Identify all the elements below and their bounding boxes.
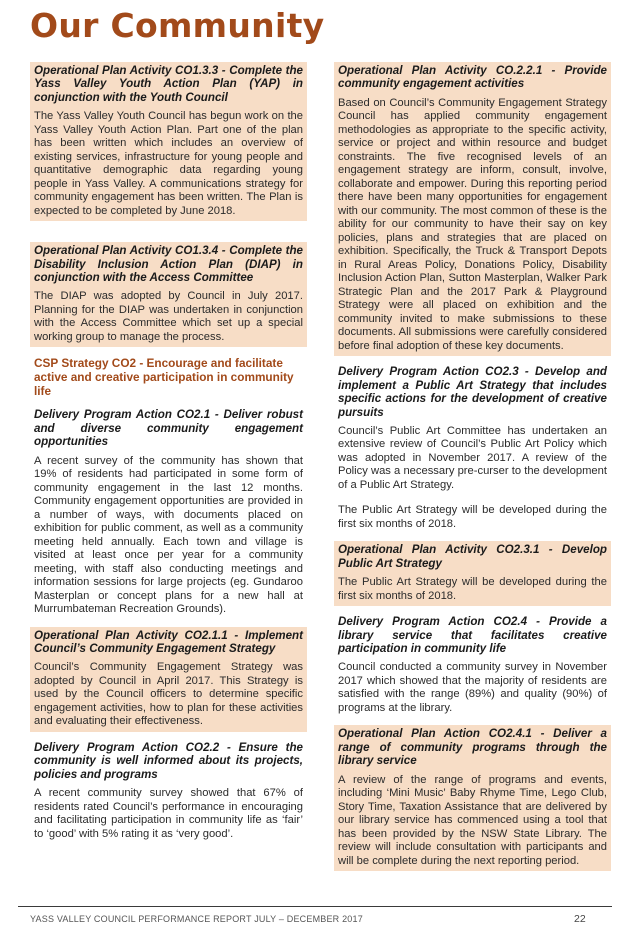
section-paragraph: The Yass Valley Youth Council has begun work on the Yass Valley Youth Action Plan. Part one of the plan has been written which includes an overview of existing services, infrastructure for young people and quantitative demographic data regarding young people in Yass Valley. A communications strategy for community engagement has been written. The Plan is expected to be completed by June 2018. xyxy=(34,110,303,217)
op-activity-co1-3-3 xyxy=(30,62,307,221)
op-activity-co1-3-4 xyxy=(30,242,307,347)
page-title: Our Community xyxy=(30,6,325,45)
op-activity-co2-1-1 xyxy=(30,627,307,732)
footer-report-title: YASS VALLEY COUNCIL PERFORMANCE REPORT JULY – DECEMBER 2017 xyxy=(30,914,363,924)
delivery-action-co2-4 xyxy=(334,613,611,718)
op-activity-co2-2-1 xyxy=(334,62,611,356)
section-paragraph: Based on Council’s Community Engagement Strategy Council has applied community engagement methodologies as appropriate to the specific activity, service or project and within resource and budget constraints. The five recognised levels of an engagement strategy are inform, consult, involve, collaborate and empower. During this reporting period there have been many opportunities for engagement with our community. The most common of these is the ability for our community to have their say on key policies, plans and strategies that are placed on exhibition. Specifically, the Truck & Transport Depots in Rural Areas Policy, Donations Policy, Disability Inclusion Action Plan, Sutton Masterplan, Walker Park Strategic Plan and the 2017 Park & Playground Strategy were all placed on exhibition and the community invited to make submissions to these documents. All submissions were carefully considered before final adoption of these key documents. xyxy=(338,96,607,352)
section-heading: Operational Plan Activity CO1.3.3 - Complete the Yass Valley Youth Action Plan (YAP) in conjunction with the Youth Council xyxy=(34,64,303,104)
op-action-co2-4-1 xyxy=(334,725,611,871)
page-number: 22 xyxy=(574,913,586,925)
left-column xyxy=(30,62,307,851)
section-paragraph: Council conducted a community survey in November 2017 which showed that the majority of residents are satisfied with the range (89%) and quality (90%) of programs at the library. xyxy=(338,661,607,714)
delivery-action-co2-2 xyxy=(30,739,307,844)
section-heading: Delivery Program Action CO2.4 - Provide a library service that facilitates creative participation in community life xyxy=(338,615,607,656)
section-paragraph: The Public Art Strategy will be developed during the first six months of 2018. xyxy=(338,576,607,602)
csp-strategy-heading: CSP Strategy CO2 - Encourage and facilitate active and creative participation in community life xyxy=(34,356,294,399)
section-paragraph: Council’s Community Engagement Strategy was adopted by Council in April 2017. This Strategy is used by the Council officers to determine specific engagement activities, how to plan for these activities and evaluating their effectiveness. xyxy=(34,661,303,728)
section-paragraph: Council’s Public Art Committee has undertaken an extensive review of Council’s Public Art Policy which was adopted in November 2017. A review of the Policy was a necessary pre-curser to the development of a Public Art Strategy. xyxy=(338,424,607,491)
section-paragraph: A review of the range of programs and events, including ‘Mini Music’ Baby Rhyme Time, Lego Club, Story Time, Taxation Assistance that are delivered by our library service has commenced using a tool that has been provided by the NSW State Library. The review will include consultation with participants and will be complete during the next reporting period. xyxy=(338,773,607,867)
op-activity-co2-3-1 xyxy=(334,541,611,606)
section-paragraph: A recent community survey showed that 67% of residents rated Council’s performance in encouraging and facilitating participation in community life as ‘fair’ to ‘good’ with 5% rating it as ‘very good’. xyxy=(34,787,303,840)
delivery-action-co2-3 xyxy=(334,363,611,534)
section-paragraph: The Public Art Strategy will be developed during the first six months of 2018. xyxy=(338,504,607,530)
section-paragraph: The DIAP was adopted by Council in July 2017. Planning for the DIAP was undertaken in conjunction with the Access Committee which set up a special working group to manage the process. xyxy=(34,290,303,343)
section-heading: Delivery Program Action CO2.3 - Develop and implement a Public Art Strategy that includes specific actions for the development of creative pursuits xyxy=(338,365,607,419)
section-heading: Operational Plan Activity CO1.3.4 - Complete the Disability Inclusion Action Plan (DIAP) in conjunction with the Access Committee xyxy=(34,244,303,285)
footer-divider xyxy=(18,906,612,907)
section-heading: Operational Plan Activity CO.2.2.1 - Provide community engagement activities xyxy=(338,64,607,91)
section-heading: Operational Plan Activity CO2.3.1 - Develop Public Art Strategy xyxy=(338,543,607,570)
delivery-action-co2-1 xyxy=(30,406,307,619)
right-column xyxy=(334,62,611,878)
section-heading: Operational Plan Action CO2.4.1 - Deliver a range of community programs through the library service xyxy=(338,727,607,768)
section-paragraph: A recent survey of the community has shown that 19% of residents had participated in some form of community engagement in the last 12 months. Community engagement opportunities are provided in a number of ways, with documents placed on exhibition for public comment, as well as a community meeting held annually. Each town and village is visited at least once per year for a community meeting, with staff also conducting meetings and information sessions for large projects (eg. Gundaroo Masterplan or concept plans for a new hall at Murrumbateman Recreation Grounds). xyxy=(34,454,303,616)
section-heading: Delivery Program Action CO2.2 - Ensure the community is well informed about its projects, policies and programs xyxy=(34,740,303,781)
section-heading: Operational Plan Activity CO2.1.1 - Implement Council’s Community Engagement Strategy xyxy=(34,628,303,656)
section-heading: Delivery Program Action CO2.1 - Deliver robust and diverse community engagement opportunities xyxy=(34,408,303,449)
